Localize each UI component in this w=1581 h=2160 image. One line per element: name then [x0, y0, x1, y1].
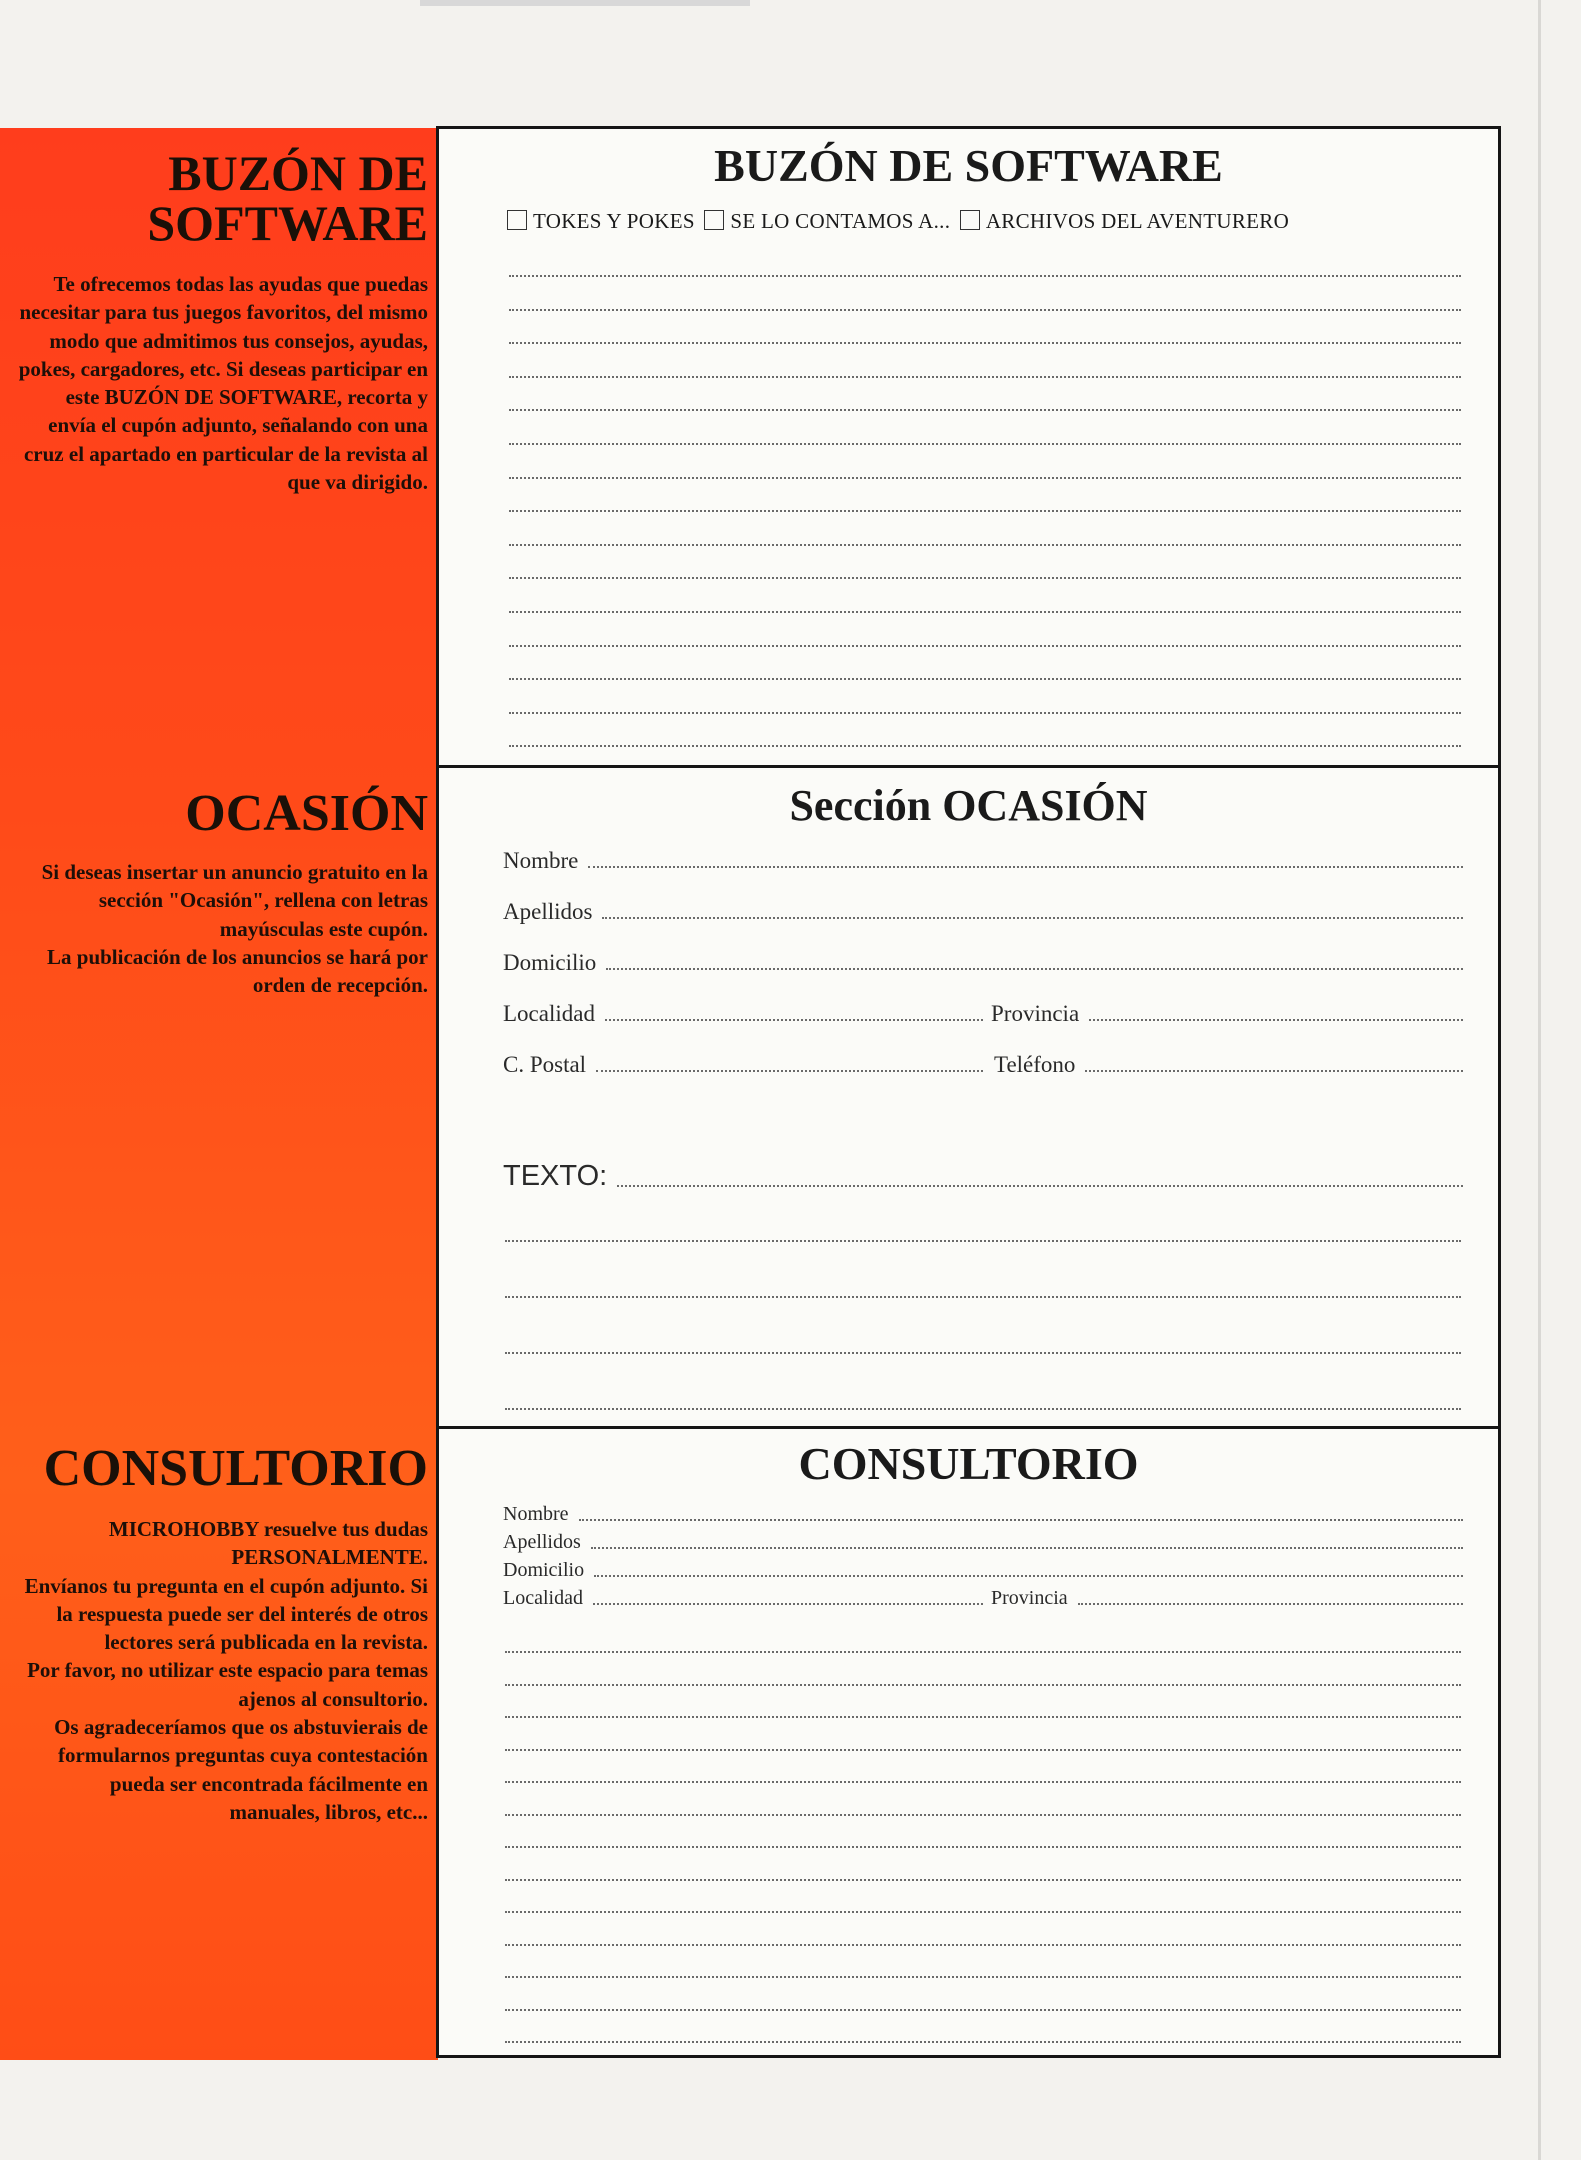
- option-tokes-y-pokes-label: TOKES Y POKES: [533, 209, 695, 233]
- consultorio-provincia-label: Provincia: [991, 1587, 1068, 1609]
- writing-line[interactable]: [505, 1651, 1461, 1653]
- sidebar-buzon-title-line2: SOFTWARE: [147, 195, 428, 251]
- ocasion-nombre-label: Nombre: [503, 848, 579, 873]
- writing-line[interactable]: [509, 645, 1461, 647]
- writing-line[interactable]: [509, 477, 1461, 479]
- ocasion-cpostal-field[interactable]: [503, 1052, 983, 1078]
- writing-line[interactable]: [505, 1408, 1461, 1410]
- writing-line[interactable]: [509, 309, 1461, 311]
- ocasion-texto-label: TEXTO:: [503, 1160, 608, 1192]
- ocasion-domicilio-field[interactable]: [503, 950, 1463, 976]
- sidebar-ocasion-title: OCASIÓN: [185, 785, 428, 842]
- consultorio-localidad-label: Localidad: [503, 1587, 583, 1609]
- checkbox-tokes-y-pokes[interactable]: [507, 210, 527, 230]
- sidebar-buzon-title-line1: BUZÓN DE: [168, 145, 428, 201]
- sidebar-consultorio-text: [16, 1515, 428, 1826]
- consultorio-coupon-title: CONSULTORIO: [798, 1438, 1139, 1489]
- writing-line[interactable]: [509, 443, 1461, 445]
- sidebar-consultorio-paragraph-2: Envíanos tu pregunta en el cupón adjunto. Si la respuesta puede ser del interés de otros lectores será publicada en la revista.: [24, 1573, 428, 1655]
- ocasion-cpostal-label: C. Postal: [503, 1052, 587, 1077]
- writing-line[interactable]: [505, 1684, 1461, 1686]
- writing-line[interactable]: [505, 1976, 1461, 1978]
- writing-line[interactable]: [505, 1352, 1461, 1354]
- ocasion-apellidos-label: Apellidos: [503, 899, 593, 924]
- buzon-coupon-title: BUZÓN DE SOFTWARE: [714, 140, 1223, 191]
- ocasion-telefono-label: Teléfono: [994, 1052, 1076, 1077]
- ocasion-coupon: [436, 765, 1501, 1429]
- writing-line[interactable]: [505, 1944, 1461, 1946]
- page-fold-edge: [1538, 0, 1541, 2160]
- writing-line[interactable]: [509, 510, 1461, 512]
- sidebar-buzon-title: [8, 145, 428, 251]
- ocasion-provincia-label: Provincia: [991, 1001, 1080, 1026]
- writing-line[interactable]: [509, 544, 1461, 546]
- ocasion-domicilio-label: Domicilio: [503, 950, 597, 975]
- buzon-options: [507, 209, 1457, 234]
- checkbox-se-lo-contamos[interactable]: [704, 210, 724, 230]
- ocasion-nombre-field[interactable]: [503, 848, 1463, 874]
- writing-line[interactable]: [509, 376, 1461, 378]
- sidebar-consultorio-title: CONSULTORIO: [43, 1440, 428, 1497]
- consultorio-coupon: [436, 1426, 1501, 2058]
- writing-line[interactable]: [505, 2009, 1461, 2011]
- checkbox-archivos-aventurero[interactable]: [960, 210, 980, 230]
- ocasion-texto-field[interactable]: [503, 1160, 1463, 1193]
- writing-line[interactable]: [509, 275, 1461, 277]
- writing-line[interactable]: [505, 2041, 1461, 2043]
- option-se-lo-contamos-label: SE LO CONTAMOS A...: [730, 209, 951, 233]
- consultorio-nombre-field[interactable]: [503, 1503, 1463, 1526]
- consultorio-provincia-field[interactable]: [991, 1587, 1463, 1610]
- sidebar-consultorio-paragraph-4: Os agradeceríamos que os abstuvierais de formularnos preguntas cuya contestación pueda ser encontrada fácilmente en manuales, libros, etc...: [54, 1715, 428, 1824]
- buzon-coupon: [436, 126, 1501, 768]
- writing-line[interactable]: [509, 611, 1461, 613]
- consultorio-domicilio-field[interactable]: [503, 1559, 1463, 1582]
- writing-line[interactable]: [505, 1749, 1461, 1751]
- top-edge-mark: [420, 0, 750, 6]
- ocasion-provincia-field[interactable]: [991, 1001, 1463, 1027]
- ocasion-localidad-field[interactable]: [503, 1001, 983, 1027]
- sidebar-ocasion-text: [28, 858, 428, 999]
- consultorio-nombre-label: Nombre: [503, 1503, 569, 1525]
- ocasion-localidad-label: Localidad: [503, 1001, 595, 1026]
- consultorio-localidad-field[interactable]: [503, 1587, 983, 1610]
- ocasion-telefono-field[interactable]: [994, 1052, 1463, 1078]
- sidebar-buzon-text: [16, 270, 428, 496]
- writing-line[interactable]: [505, 1781, 1461, 1783]
- consultorio-apellidos-field[interactable]: [503, 1531, 1463, 1554]
- consultorio-apellidos-label: Apellidos: [503, 1531, 581, 1553]
- sidebar-buzon: [8, 145, 428, 496]
- option-archivos-aventurero-label: ARCHIVOS DEL AVENTURERO: [985, 209, 1290, 233]
- sidebar-ocasion: [8, 785, 428, 999]
- sidebar-consultorio-paragraph-1: MICROHOBBY resuelve tus dudas PERSONALMENTE.: [108, 1517, 428, 1570]
- sidebar-consultorio: [3, 1440, 428, 1826]
- ocasion-coupon-title: Sección OCASIÓN: [789, 781, 1148, 830]
- sidebar-consultorio-paragraph-3: Por favor, no utilizar este espacio para temas ajenos al consultorio.: [27, 1658, 428, 1711]
- sidebar-buzon-paragraph: Te ofrecemos todas las ayudas que puedas necesitar para tus juegos favoritos, del mismo modo que admitimos tus consejos, ayudas, pokes, cargadores, etc. Si deseas participar en este BUZÓN DE SOFTWARE, recorta y envía el cupón adjunto, señalando con una cruz el apartado en particular de la revista al que va dirigido.: [18, 272, 428, 495]
- sidebar-ocasion-paragraph-1: Si deseas insertar un anuncio gratuito en la sección "Ocasión", rellena con letras mayúsculas este cupón.: [41, 860, 428, 941]
- writing-line[interactable]: [509, 409, 1461, 411]
- writing-line[interactable]: [505, 1911, 1461, 1913]
- writing-line[interactable]: [505, 1814, 1461, 1816]
- ocasion-apellidos-field[interactable]: [503, 899, 1463, 925]
- writing-line[interactable]: [509, 678, 1461, 680]
- writing-line[interactable]: [505, 1879, 1461, 1881]
- sidebar-ocasion-paragraph-2: La publicación de los anuncios se hará por orden de recepción.: [47, 944, 428, 998]
- writing-line[interactable]: [505, 1240, 1461, 1242]
- writing-line[interactable]: [505, 1846, 1461, 1848]
- sidebar: [0, 128, 438, 2060]
- writing-line[interactable]: [509, 342, 1461, 344]
- writing-line[interactable]: [509, 745, 1461, 747]
- writing-line[interactable]: [505, 1296, 1461, 1298]
- writing-line[interactable]: [509, 577, 1461, 579]
- writing-line[interactable]: [509, 712, 1461, 714]
- consultorio-domicilio-label: Domicilio: [503, 1559, 585, 1581]
- writing-line[interactable]: [505, 1716, 1461, 1718]
